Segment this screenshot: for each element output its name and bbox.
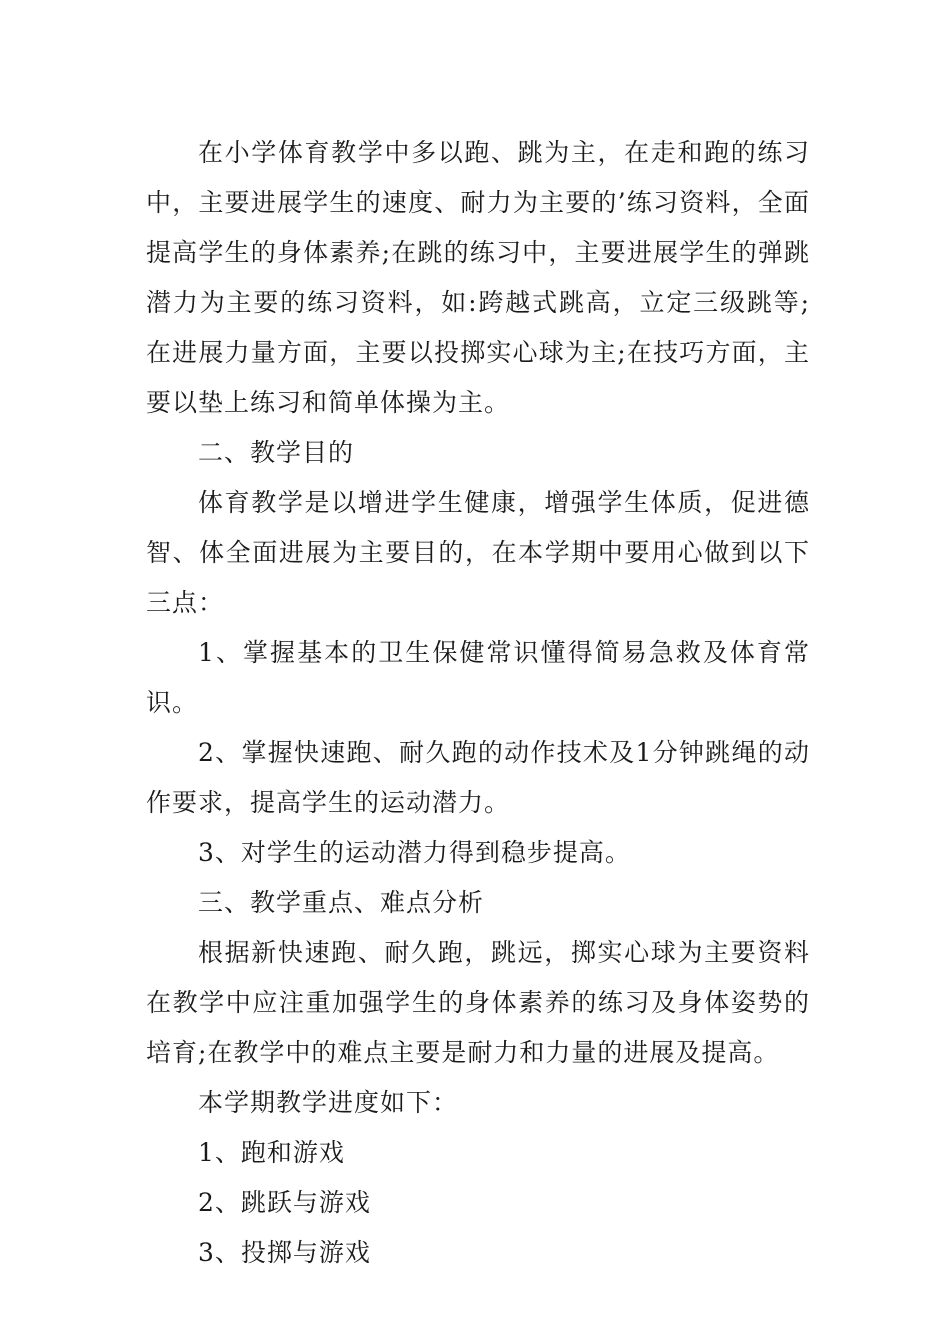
paragraph-goals: 体育教学是以增进学生健康，增强学生体质，促进德智、体全面进展为主要目的，在本学期中要用心做到以下三点： <box>146 488 810 617</box>
list-item-goal-1: 1、掌握基本的卫生保健常识懂得简易急救及体育常识。 <box>146 638 810 717</box>
list-item-goal-2: 2、掌握快速跑、耐久跑的动作技术及1分钟跳绳的动作要求，提高学生的运动潜力。 <box>146 738 810 817</box>
list-item-schedule-2: 2、跳跃与游戏 <box>198 1188 371 1217</box>
paragraph-key-points: 根据新快速跑、耐久跑，跳远，掷实心球为主要资料在教学中应注重加强学生的身体素养的练习及身体姿势的培育;在教学中的难点主要是耐力和力量的进展及提高。 <box>146 938 810 1067</box>
list-item-schedule-1: 1、跑和游戏 <box>198 1138 345 1167</box>
paragraph-schedule-intro: 本学期教学进度如下： <box>198 1088 459 1117</box>
paragraph-intro: 在小学体育教学中多以跑、跳为主，在走和跑的练习中，主要进展学生的速度、耐力为主要的’练习资料，全面提高学生的身体素养;在跳的练习中，主要进展学生的弹跳潜力为主要的练习资料，如:跨越式跳高，立定三级跳等;在进展力量方面，主要以投掷实心球为主;在技巧方面，主要以垫上练习和简单体操为主。 <box>146 138 810 417</box>
section-heading-teaching-goals: 二、教学目的 <box>198 438 355 467</box>
document-body <box>146 128 810 1278</box>
list-item-goal-3: 3、对学生的运动潜力得到稳步提高。 <box>198 838 631 867</box>
section-heading-key-points: 三、教学重点、难点分析 <box>198 888 485 917</box>
list-item-schedule-3: 3、投掷与游戏 <box>198 1238 371 1267</box>
